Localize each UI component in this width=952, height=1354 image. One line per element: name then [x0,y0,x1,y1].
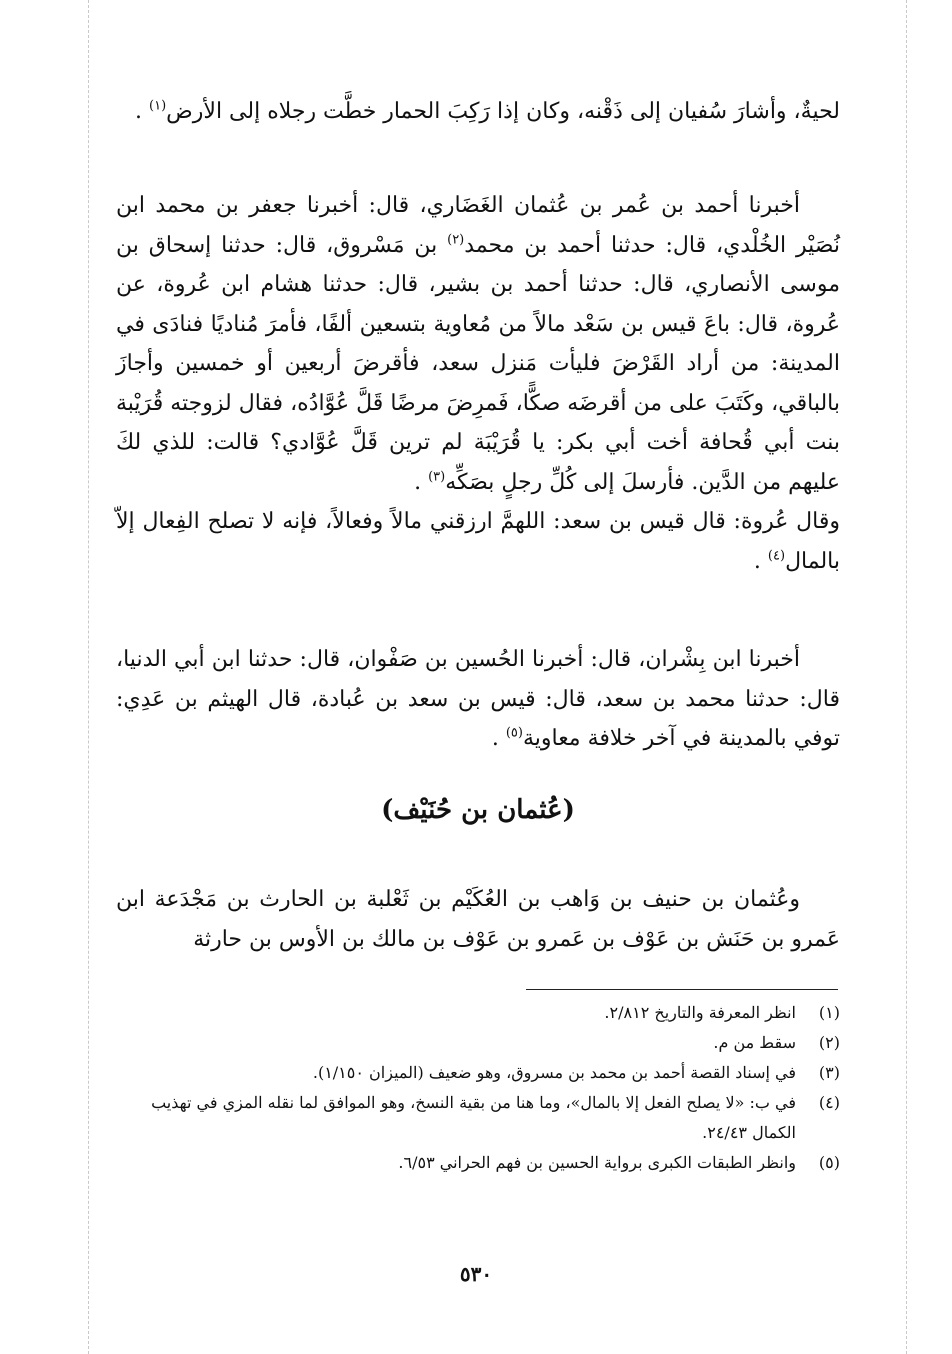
paragraph-continuation [116,92,840,132]
narration-section [116,640,840,759]
footnote-number: (٢) [818,1033,840,1052]
footnote-item [116,998,840,1028]
paragraph [116,186,840,502]
biography-section [116,880,840,959]
paragraph-text: أخبرنا أحمد بن عُمر بن عُثمان الغَضَاري، قال: أخبرنا جعفر بن محمد ابن نُصَيْر الخُلْدي، قال: حدثنا أحمد بن محمد [116,193,840,258]
footnote-number: (٤) [818,1093,840,1112]
footnote-text: في ب: «لا يصلح الفعل إلا بالمال»، وما هنا من بقية النسخ، وهو الموافق لما نقله المزي في تهذيب الكمال ٢٤/٤٣. [151,1093,796,1142]
paragraph-text: أخبرنا ابن بِشْران، قال: أخبرنا الحُسين بن صَفْوان، قال: حدثنا ابن أبي الدنيا، قال: حدثنا محمد بن سعد، قال: قيس بن سعد بن عُبادة، قال الهيثم بن عَدِي: توفي بالمدينة في آخر خلافة معاوية [116,647,840,751]
paragraph [116,640,840,759]
left-margin-guide [88,0,89,1354]
paragraph-text: لحيةٌ، وأشارَ سُفيان إلى ذَقْنه، وكان إذا رَكِبَ الحمار خطَّت رجلاه إلى الأرض [166,99,840,124]
footnote-ref[interactable]: (٥) [505,725,523,741]
footnote-number: (٥) [818,1153,840,1172]
footnote-number: (٣) [818,1063,840,1082]
paragraph-ending: . [753,548,768,574]
paragraph-ending: . [135,99,150,124]
footnote-ref[interactable]: (٤) [767,548,786,564]
footnotes-list [116,998,840,1178]
footnote-text: في إسناد القصة أحمد بن محمد بن مسروق، وهو ضعيف (الميزان ١/١٥٠). [312,1063,796,1082]
footnote-ref[interactable]: (٢) [447,232,465,248]
paragraph-text: وقال عُروة: قال قيس بن سعد: اللهمَّ ارزقني مالاً وفعالاً، فإنه لا تصلح الفِعال إلاّ بالمال [116,509,840,574]
footnote-item [116,1058,840,1088]
section-heading: (عُثمان بن حُنَيْف) [381,795,575,825]
paragraph-ending: . [414,469,429,495]
page-number: ٥٣٠ [459,1262,493,1286]
footnote-item [116,1148,840,1178]
footnote-ref[interactable]: (٣) [428,469,446,485]
footnote-number: (١) [818,1003,840,1022]
footnote-divider [526,989,838,990]
footnote-ref[interactable]: (١) [149,98,167,114]
paragraph-text: وعُثمان بن حنيف بن وَاهب بن العُكَيْم بن ثَعْلبة بن الحارث بن مَجْدَعة ابن عَمرو بن حَنَش بن عَوْف بن عَمرو بن عَوْف بن مالك بن الأوس بن حارثة [116,887,840,952]
footnote-item [116,1028,840,1058]
footnote-text: وانظر الطبقات الكبرى برواية الحسين بن فهم الحراني ٦/٥٣. [398,1153,796,1172]
paragraph [116,880,840,959]
paragraph [116,502,840,581]
narration-section [116,186,840,581]
footnote-text: سقط من م. [713,1033,796,1052]
footnote-item [116,1088,840,1148]
paragraph-ending: . [491,726,506,751]
right-margin-guide [906,0,907,1354]
paragraph [116,92,840,132]
footnote-text: انظر المعرفة والتاريخ ٢/٨١٢. [604,1003,796,1022]
paragraph-text: بن مَسْروق، قال: حدثنا إسحاق بن موسى الأنصاري، قال: حدثنا أحمد بن بشير، قال: حدثنا هشام ابن عُروة، عن عُروة، قال: باعَ قيس بن سَعْد مالاً من مُعاوية بتسعين ألفًا، فأمرَ مُناديًا فنادَى في المدينة: من أراد القَرْضَ فليأت مَنزل سعد، فأقرضَ أربعين أو خمسين وأجازَ بالباقي، وكَتَبَ على من أقرضَه صكًّا، فَمرِضَ مرضًا قَلَّ عُوَّادُه، فقال لزوجته قُرَيْبة بنت أبي قُحافة أخت أبي بكر: يا قُرَيْبَة لم ترين قَلَّ عُوَّادي؟ قالت: للذي لكَ عليهم من الدَّين. فأرسلَ إلى كُلِّ رجلٍ بصَكِّه [116,232,840,495]
